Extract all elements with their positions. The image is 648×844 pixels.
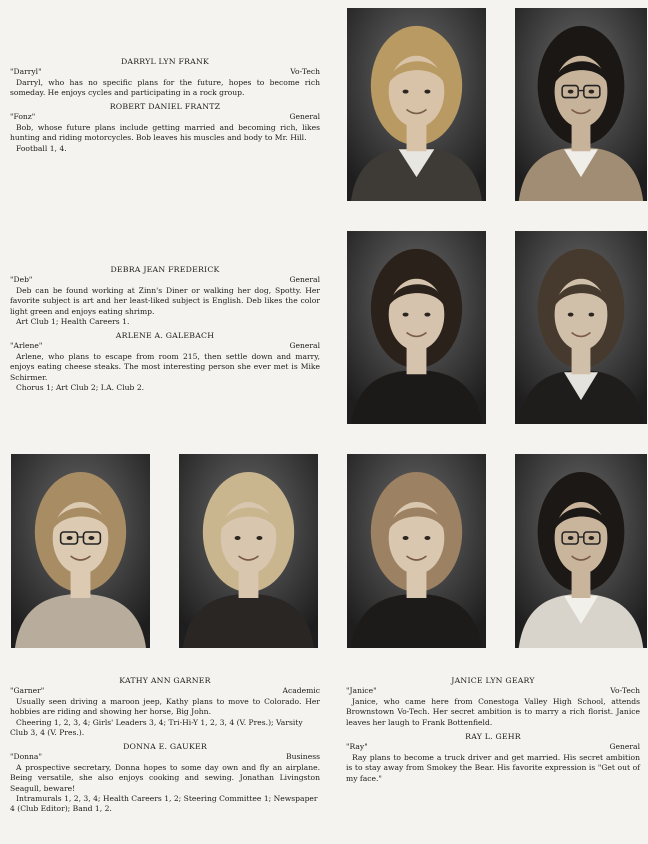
entry-debra-frederick: [10, 263, 320, 327]
student-name: DARRYL LYN FRANK: [120, 57, 210, 66]
activities: Intramurals 1, 2, 3, 4; Health Careers 1, 2; Steering Committee 1; Newspaper 4 (Club Editor); Band 1, 2.: [10, 794, 318, 814]
eye: [568, 536, 574, 540]
portrait-darryl-frank: [347, 8, 486, 201]
portrait-janice-geary: [347, 454, 486, 648]
student-name: RAY L. GEHR: [465, 732, 521, 741]
nickname: "Arlene": [10, 341, 43, 351]
portrait-illustration: [347, 8, 486, 201]
portrait-illustration: [347, 231, 486, 424]
portrait-arlene-galebach: [515, 231, 647, 424]
eye: [589, 90, 595, 94]
entry-janice-geary: [346, 674, 640, 728]
bio: Usually seen driving a maroon jeep, Kathy plans to move to Colorado. Her hobbies are riding and showing her horse, Big John.: [10, 696, 320, 717]
nickname: "Janice": [346, 686, 377, 696]
entry-darryl-frank: [10, 55, 320, 99]
nickname: "Darryl": [10, 67, 42, 77]
portrait-kathy-garner: [11, 454, 150, 648]
eye: [403, 313, 409, 317]
eye: [256, 536, 262, 540]
course: General: [289, 112, 320, 122]
nickname: "Deb": [10, 275, 33, 285]
portrait-ray-gehr: [515, 454, 647, 648]
eye: [589, 536, 595, 540]
course: Vo-Tech: [610, 686, 640, 696]
entry-robert-frantz: [10, 100, 320, 154]
bio: Bob, whose future plans include getting married and becoming rich, likes hunting and riding motorcycles. Bob leaves his muscles and body to Mr. Hill.: [10, 122, 320, 143]
course: Vo-Tech: [290, 67, 320, 77]
student-name: ROBERT DANIEL FRANTZ: [109, 102, 221, 111]
eye: [67, 536, 73, 540]
student-name: DONNA E. GAUKER: [123, 742, 207, 751]
activities: Chorus 1; Art Club 2; I.A. Club 2.: [16, 383, 145, 393]
eye: [424, 90, 430, 94]
portrait-illustration: [347, 454, 486, 648]
portrait-illustration: [179, 454, 318, 648]
portrait-robert-frantz: [515, 8, 647, 201]
portrait-illustration: [11, 454, 150, 648]
activities: Art Club 1; Health Careers 1.: [16, 317, 130, 327]
course: General: [609, 742, 640, 752]
nickname: "Garner": [10, 686, 45, 696]
bio: Deb can be found working at Zinn's Diner or walking her dog, Spotty. Her favorite subject is art and her least-liked subject is English. Deb likes the color light green and enjoys eating shrimp.: [10, 285, 320, 316]
activities: Cheering 1, 2, 3, 4; Girls' Leaders 3, 4; Tri-Hi-Y 1, 2, 3, 4 (V. Pres.); Varsity Club 3, 4 (V. Pres.).: [10, 717, 303, 738]
portrait-illustration: [515, 8, 647, 201]
entry-ray-gehr: [346, 730, 640, 784]
student-name: DEBRA JEAN FREDERICK: [110, 265, 220, 274]
bio: Darryl, who has no specific plans for the future, hopes to become rich someday. He enjoys cycles and participating in a rock group.: [10, 77, 320, 98]
portrait-donna-gauker: [179, 454, 318, 648]
activities: Football 1, 4.: [16, 143, 67, 153]
course: Business: [286, 752, 320, 762]
eye: [568, 313, 574, 317]
portrait-illustration: [515, 231, 647, 424]
eye: [403, 536, 409, 540]
eye: [424, 313, 430, 317]
eye: [235, 536, 241, 540]
portrait-illustration: [515, 454, 647, 648]
eye: [424, 536, 430, 540]
bio: Janice, who came here from Conestoga Valley High School, attends Brownstown Vo-Tech. Her secret ambition is to marry a rich florist. Janice leaves her laugh to Frank Bottenfield.: [346, 696, 640, 727]
bio: Arlene, who plans to escape from room 215, then settle down and marry, enjoys eating cheese steaks. The most interesting person she ever met is Mike Schirmer.: [10, 351, 320, 382]
entry-kathy-garner: [10, 674, 320, 738]
course: General: [289, 275, 320, 285]
eye: [568, 90, 574, 94]
entry-arlene-galebach: [10, 329, 320, 393]
eye: [403, 90, 409, 94]
course: General: [289, 341, 320, 351]
course: Academic: [282, 686, 320, 696]
eye: [589, 313, 595, 317]
bio: A prospective secretary, Donna hopes to some day own and fly an airplane. Being versatile, she also enjoys cooking and sewing. Jonathan Livingston Seagull, beware!: [10, 762, 320, 793]
nickname: "Fonz": [10, 112, 36, 122]
eye: [88, 536, 94, 540]
nickname: "Ray": [346, 742, 368, 752]
student-name: ARLENE A. GALEBACH: [115, 331, 215, 340]
nickname: "Donna": [10, 752, 42, 762]
bio: Ray plans to become a truck driver and get married. His secret ambition is to stay away from Smokey the Bear. His favorite expression is "Get out of my face.": [346, 752, 640, 783]
entry-donna-gauker: [10, 740, 320, 815]
student-name: KATHY ANN GARNER: [119, 676, 211, 685]
portrait-debra-frederick: [347, 231, 486, 424]
student-name: JANICE LYN GEARY: [451, 676, 535, 685]
